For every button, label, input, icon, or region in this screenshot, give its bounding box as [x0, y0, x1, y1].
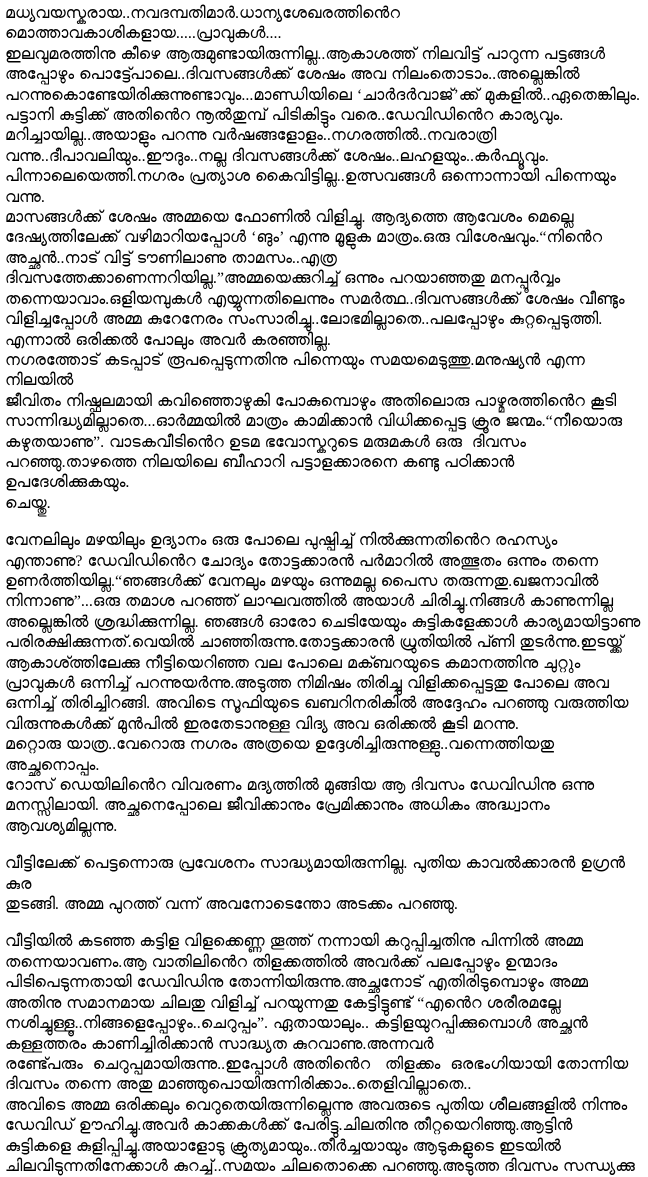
text-line: ജീവിതം നിഷ്ഫലമായി കവിഞ്ഞൊഴുകി പോകുമ്പൊഴും അതിലൊരു പാഴ്മരത്തിൻെറ കൂടി — [5, 392, 617, 410]
paragraph — [5, 4, 642, 514]
text-line: രണ്ട്പേരും ചെറുപ്പമായിരുന്നു..ഇപ്പോൾ അതിൻെറ തിളക്കം ഒരഭംഗിയായി തോന്നിയ — [5, 1055, 629, 1073]
text-line: തന്നെയാവാം.ഒളിയമ്പുകൾ എയ്യുന്നതിലെന്നും സമർത്ഥ..ദിവസങ്ങൾക്ക് ശേഷം വീണ്ടും — [5, 290, 625, 308]
text-line: വന്നു..ദീപാവലിയും..ഈദും..നല്ല ദിവസങ്ങൾക്ക് ശേഷം..ലഹളയും..കർഫ്യൂവും. — [5, 147, 549, 165]
text-line: മനസ്സിലായി. അച്ഛനെപ്പോലെ ജീവിക്കാനും പ്രേമിക്കാനും അധികം അദ്ധ്വാനം — [5, 797, 550, 815]
text-line: ദിവസം തന്നെ അതു മാഞ്ഞുപൊയിരുന്നിരിക്കാം..തെളിവില്ലാതെ.. — [5, 1076, 472, 1094]
text-line: ഒന്നിച്ച് തിരിച്ചിറങ്ങി. അവിടെ സൂഫിയുടെ ഖബറിനരികിൽ അദ്ദേഹം പറഞ്ഞു വരുത്തിയ — [5, 695, 629, 713]
text-line: തുടങ്ങി. അമ്മ പുറത്ത് വന്ന് അവനോടെന്തോ അടക്കം പറഞ്ഞു. — [5, 896, 458, 914]
text-line: മധ്യവയസ്കരായ..നവദമ്പതിമാർ.ധാന്യശേഖരത്തിൻെറ മൊത്താവകാശികളായ.....പ്രാവുകൾ.... — [5, 5, 410, 43]
text-line: എന്താണു? ഡേവിഡിൻെറ ചോദ്യം തോട്ടക്കാരൻ പർമാറിൽ അത്ഭുതം ഒന്നും തന്നെ — [5, 552, 599, 570]
text-line: പറന്നുകൊണ്ടേയിരിക്കുന്നുണ്ടാവും...മാണ്ഡിയിലെ ‘ചാർദർവാജ്’ക്ക് മുകളിൽ..ഏതെങ്കിലും. — [5, 86, 640, 104]
text-line: വേനലിലും മഴയിലും ഉദ്യാനം ഒരു പോലെ പുഷ്പിച്ച് നിൽക്കുന്നതിൻെറ രഹസ്യം — [5, 532, 558, 550]
text-line: അപ്പോഴും പൊട്ട്പോലെ..ദിവസങ്ങൾക്ക് ശേഷം അവ നിലംതൊടാം..അല്ലെങ്കിൽ — [5, 66, 580, 84]
paragraph — [5, 531, 642, 837]
text-line: വീട്ടിയിൽ കടഞ്ഞ കട്ടിള വിളക്കെണ്ണ തൂത്ത് നന്നായി കറുപ്പിച്ചതിനു പിന്നിൽ അമ്മ — [5, 933, 583, 951]
text-line: പട്ടാനി കുട്ടിക്ക് അതിൻെറ നൂൽതുമ്പ് പിടികിട്ടും വരെ..ഡേവിഡിൻെറ കാര്യവും. — [5, 107, 564, 125]
paragraph — [5, 932, 642, 1095]
text-line: വിരുന്നുകൾക്ക് മുൻപിൽ ഇരതേടാനുള്ള വിദ്യ അവ ഒരിക്കൽ കൂടി മറന്നു. — [5, 715, 519, 733]
text-line: മറ്റൊരു യാത്ര..വേറൊരു നഗരം അത്രയെ ഉദ്ദേശിച്ചിരുന്നുള്ളു..വന്നെത്തിയതു അച്ഛനൊപ്പം. — [5, 736, 560, 774]
text-line: കഴുതയാണു”. വാടകവീടിൻെറ ഉടമ ഭവോസ്കറുടെ മരുമകൾ ഒരു ദിവസം — [5, 433, 526, 451]
text-line: ചിലവിടുന്നതിനേക്കാൾ കുറച്ച്..സമയം ചിലതൊക്കെ പറഞ്ഞു.അടുത്ത ദിവസം സന്ധ്യക്കു — [5, 1157, 635, 1175]
text-line: അതിനു സമാനമായ ചിലതു വിളിച്ച് പറയുന്നതു കേട്ടിട്ടുണ്ട് “എൻെറ ശരീരമല്ലേ — [5, 994, 561, 1012]
text-line: പ്രാവുകൾ ഒന്നിച്ച് പറന്നുയർന്നു.അടുത്ത നിമിഷം തിരിച്ചു വിളിക്കപ്പെട്ടതു പോലെ അവ — [5, 675, 609, 692]
text-line: കള്ളത്തരം കാണിച്ചിരിക്കാൻ സാദ്ധ്യത കുറവാണു.അന്നവർ — [5, 1035, 434, 1053]
text-line: ദിവസത്തേക്കാണെന്നറിയില്ല.”അമ്മയെക്കുറിച്ച് ഒന്നും പറയാഞ്ഞതു മനപ്പൂർവ്വം — [5, 270, 561, 288]
text-line: ചെയ്തു. — [5, 494, 51, 512]
text-line: നശിച്ചുള്ളൂ..നിങ്ങളെപ്പോഴും..ചെറുപ്പം”. ഏതായാലും.. കട്ടിളയുറപ്പിക്കുമ്പൊൾ അച്ഛൻ — [5, 1015, 588, 1033]
paragraph — [5, 1096, 642, 1177]
text-line: തന്നെയാവണം.ആ വാതിലിൻെറ തിളക്കത്തിൽ അവർക്ക് പലപ്പോഴും ഉന്മാദം — [5, 953, 558, 971]
text-line: അച്ഛൻ..നാട് വിട്ട് ടൗണിലാണു താമസം..എത്ര — [5, 249, 337, 267]
paragraph — [5, 854, 642, 915]
text-line: ഉണർത്തിയില്ല.“ഞങ്ങൾക്ക് വേനലും മഴയും ഒന്നുമല്ല പൈസ തരുന്നതു.ഖജനാവിൽ — [5, 572, 599, 590]
text-line: എന്നാൽ ഒരിക്കൽ പോലും അവർ കരഞ്ഞില്ല. — [5, 331, 331, 349]
text-line: കുട്ടികളെ കുളിപ്പിച്ചു.അയാളോടു ക്രുത്യമായും..തീർച്ചയായും ആടുകളുടെ ഇടയിൽ — [5, 1137, 561, 1155]
text-line: മറിച്ചായില്ല..അയാളും പറന്നു വർഷങ്ങളോളം..നഗരത്തിൽ..നവരാത്രി — [5, 127, 497, 145]
text-line: മാസങ്ങൾക്ക് ശേഷം അമ്മയെ ഫോണിൽ വിളിച്ചു. ആദ്യത്തെ ആവേശം മെല്ലെ — [5, 209, 574, 227]
text-line: ദേഷ്യത്തിലേക്ക് വഴിമാറിയപ്പോൾ ‘ങും’ എന്നു മൂളുക മാത്രം.ഒരു വിശേഷവും.“നിൻെറ — [5, 229, 603, 247]
text-line: ഇലവുമരത്തിനു കീഴെ ആരുമുണ്ടായിരുന്നില്ല..ആകാശത്ത് നിലവിട്ട് പാറുന്ന പട്ടങ്ങൾ — [5, 45, 606, 63]
text-line: ആകാശ്ത്തിലേക്കു നീട്ടിയെറിഞ്ഞ വല പോലെ മക്ബറയുടെ കമാനത്തിനു ചുറ്റും — [5, 654, 581, 672]
text-line: നിന്നാണു”...ഒരു തമാശ പറഞ്ഞ് ലാഘവത്തിൽ അയാൾ ചിരിച്ചു.നിങ്ങൾ കാണുന്നില്ല — [5, 593, 613, 611]
text-line: അവിടെ അമ്മ ഒരിക്കലും വെറുതെയിരുന്നില്ലെന്നു അവരുടെ പുതിയ ശീലങ്ങളിൽ നിന്നും — [5, 1096, 628, 1114]
text-line: നഗരത്തോട് കടപ്പാട് രൂപപ്പെടുന്നതിനു പിന്നെയും സമയമെടുത്തു.മനുഷ്യൻ എന്ന നിലയിൽ — [5, 351, 590, 390]
text-line: പറഞ്ഞു.താഴത്തെ നിലയിലെ ബീഹാറി പട്ടാളക്കാരനെ കണ്ടു പഠിക്കാൻ ഉപദേശിക്കുകയും. — [5, 453, 520, 492]
text-line: പിടിപെടുന്നതായി ഡേവിഡിനു തോന്നിയിരുന്നു.അച്ഛനോട് എതിരിടുമ്പൊഴും അമ്മ — [5, 974, 588, 992]
document-body — [5, 4, 642, 1177]
text-line: സാന്നിദ്ധ്യമില്ലാതെ...ഓർമ്മയിൽ മാത്രം കാമിക്കാൻ വിധിക്കപ്പെട്ട ക്രൂര ജന്മം.“നീയൊരു — [5, 413, 623, 431]
text-line: വിളിച്ചപ്പോൾ അമ്മ കുറേനേരം സംസാരിച്ചു..ലോഭമില്ലാതെ..പലപ്പോഴും കുറ്റപ്പെടുത്തി. — [5, 311, 603, 329]
text-line: പിന്നാലെയെത്തി.നഗരം പ്രത്യാശ കൈവിട്ടില്ല..ഉത്സവങ്ങൾ ഒന്നൊന്നായി പിന്നെയും വന്നു. — [5, 168, 621, 206]
text-line: വീട്ടിലേക്ക് പെട്ടന്നൊരു പ്രവേശനം സാദ്ധ്യമായിരുന്നില്ല. പുതിയ കാവൽക്കാരൻ ഉഗ്രൻ കുര — [5, 855, 631, 893]
text-line: പരിരക്ഷിക്കുന്നത്.വെയിൽ ചാഞ്ഞിരുന്നു.തോട്ടക്കാരൻ ധ്രുതിയിൽ പ്ണി തുടർന്നു.ഇടയ്ക്ക് — [5, 634, 624, 652]
text-line: ഡേവിഡ് ഊഹിച്ചു.അവർ കാക്കകൾക്ക് പേരിട്ടു.ചിലതിനു തീറ്റയെറിഞ്ഞു.ആട്ടിൻ — [5, 1117, 573, 1135]
text-line: റോസ് ഡെയിലിൻെറ വിവരണം മദ്യത്തിൽ മുങ്ങിയ ആ ദിവസം ഡേവിഡിനു ഒന്നു — [5, 777, 595, 795]
text-line: അല്ലെങ്കിൽ ശ്രദ്ധിക്കുന്നില്ല. ഞങ്ങൾ ഓരോ ചെടിയേയും കുട്ടികളേക്കാൾ കാര്യമായിട്ടാണു — [5, 613, 641, 631]
text-line: ആവശ്യമില്ലന്നു. — [5, 817, 118, 835]
